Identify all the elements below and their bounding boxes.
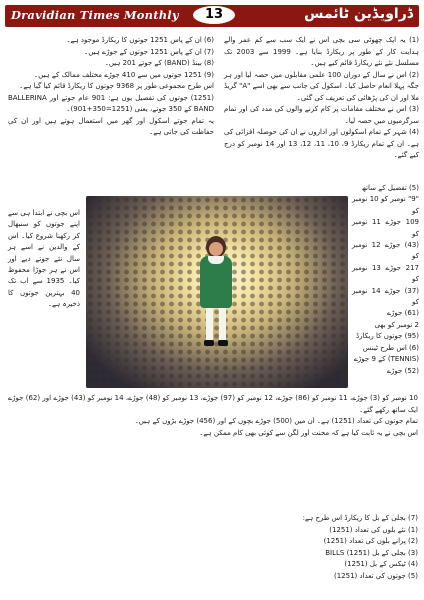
list-item: (5) جوتوں کی تعداد (1251) <box>333 571 418 580</box>
left-top-column <box>8 35 214 139</box>
list-item: (2) پرانے بلوں کی تعداد (1251) <box>323 537 418 545</box>
right-top-column <box>224 35 419 162</box>
list-title: (7) بجلی کے بل کا ریکارڈ اس طرح ہے: <box>302 514 418 522</box>
list-item: (6) ان کے پاس 1251 جوتوں کا ریکارڈ موجود ہے۔ <box>66 36 214 44</box>
page-header <box>5 5 419 27</box>
paragraph: (1) یہ ایک چھوٹی سی بچی اس نے ایک سب سے کم عمر والے ہدایت کار کے طور پر ریکارڈ بنایا ہے۔ 1999 سے 2003 تک مسلسل نئے نئے ریکارڈ قائم کیے ہیں۔ <box>224 36 420 67</box>
caption-line: (43) جوڑے 12 نومبر کو <box>352 241 420 261</box>
middle-text-block <box>8 393 418 439</box>
caption-line: 217 جوڑے 13 نومبر کو <box>352 263 419 284</box>
list-item: (7) ان کے پاس 1251 جوتوں کے جوڑے ہیں۔ <box>84 47 214 56</box>
girl-leg <box>219 308 226 342</box>
girl-leg <box>206 308 213 342</box>
list-item: (4) ٹیکس کے بل (1251) <box>344 560 418 568</box>
girl-figure <box>194 236 238 356</box>
caption-line: 2 نومبر کو بھی <box>374 320 419 329</box>
paragraph: یہ تمام جوتے اسکول اور گھر میں استعمال ہوتے ہیں اور ان کی حفاظت کی جاتی ہے۔ <box>8 116 214 136</box>
right-side-caption <box>352 183 419 377</box>
caption-line: (37) جوڑے 14 نومبر کو <box>352 286 420 307</box>
magazine-name: Dravidian Times Monthly <box>11 8 179 22</box>
paragraph: تمام جوتوں کی تعداد (1251) ہے۔ ان میں (500) جوڑے بچوں کے اور (456) جوڑے بڑوں کے ہیں۔ <box>134 417 418 425</box>
girl-face <box>209 242 223 256</box>
list-item: (1) نئے بلوں کی تعداد (1251) <box>329 525 418 534</box>
list-item: (9) 1251 جوتوں میں سے 410 جوڑے مختلف ممالک کے ہیں۔ <box>34 70 214 79</box>
page-number: 13 <box>193 6 235 24</box>
paragraph: (3) اس نے مختلف مقامات پر کام کرنے والوں کی مدد کی اور تمام سرگرمیوں میں حصہ لیا۔ <box>224 105 419 125</box>
paragraph: اس بچی نے یہ ثابت کیا ہے کہ محنت اور لگن سے کوئی بھی کام ممکن ہے۔ <box>199 428 418 437</box>
caption-line: 109 جوڑے 11 نومبر کو <box>352 218 419 238</box>
caption-line: (TENNIS) کے 9 جوڑے <box>353 355 419 364</box>
list-item: (3) بجلی کے بل BILLS (1251) <box>325 548 418 557</box>
caption-line: (61) جوڑے <box>386 309 419 318</box>
girl-collar <box>208 256 224 264</box>
paragraph: 10 نومبر کو (3) جوڑے، 11 نومبر کو (86) جوڑے، 12 نومبر کو (97) جوڑے، 13 نومبر کو (48) جوڑے، 14 نومبر کو (43) جوڑے اور (62) جوڑے ایک ساتھ رکھے گئے۔ <box>8 394 418 414</box>
list-item: (8) بینڈ (BAND) کے جوتے 201 ہیں۔ <box>104 59 214 67</box>
girl-with-shoes-photo <box>86 196 348 388</box>
paragraph: (4) شہر کے تمام اسکولوں اور اداروں نے ان کی حوصلہ افزائی کی ہے۔ ان کے تمام ریکارڈ 9، 10، 11، 12، 13 اور 14 نومبر کو درج کیے گئے۔ <box>224 128 420 159</box>
caption-line: (5) تفصیل کے ساتھ <box>361 184 419 192</box>
caption-line: "9" نومبر کو 10 نومبر کو <box>352 195 419 215</box>
paragraph: (2) اس نے سال کے دوران 100 علمی مقابلوں میں حصہ لیا اور ہر جگہ پہلا انعام حاصل کیا۔ اسکول کی جانب سے بھی اسے "A" گریڈ ملا اور ان کی پڑھائی کی تعریف کی گئی۔ <box>224 70 419 102</box>
caption-text: اس بچی نے ابتدا ہی سے اپنے جوتوں کو سنبھال کر رکھنا شروع کیا۔ اس کے والدین نے اسے ہر سال نئے جوتے دیے اور اس نے ہر جوڑا محفوظ کیا۔ 1935 سے اب تک 40 بہترین جوتوں کا ذخیرہ ہے۔ <box>8 209 80 309</box>
left-side-caption <box>8 208 80 311</box>
girl-shoe <box>204 340 214 346</box>
caption-line: (52) جوڑے <box>386 366 419 375</box>
girl-shoe <box>218 340 228 346</box>
paragraph: اس طرح مجموعی طور پر 9368 جوتوں کا ریکارڈ قائم کیا گیا ہے۔ <box>19 82 214 90</box>
bills-list <box>200 513 418 582</box>
magazine-urdu-title: ڈراویڈین ٹائمس <box>304 6 413 22</box>
caption-line: (6) اس طرح ٹینس <box>362 343 419 352</box>
paragraph: (1251) جوتوں کی تفصیل یوں ہے: 901 عام جوتے اور BALLERINA BAND کے 350 جوتے، یعنی (1251=350+901)۔ <box>8 93 214 113</box>
caption-line: (95) جوتوں کا ریکارڈ <box>355 332 419 341</box>
